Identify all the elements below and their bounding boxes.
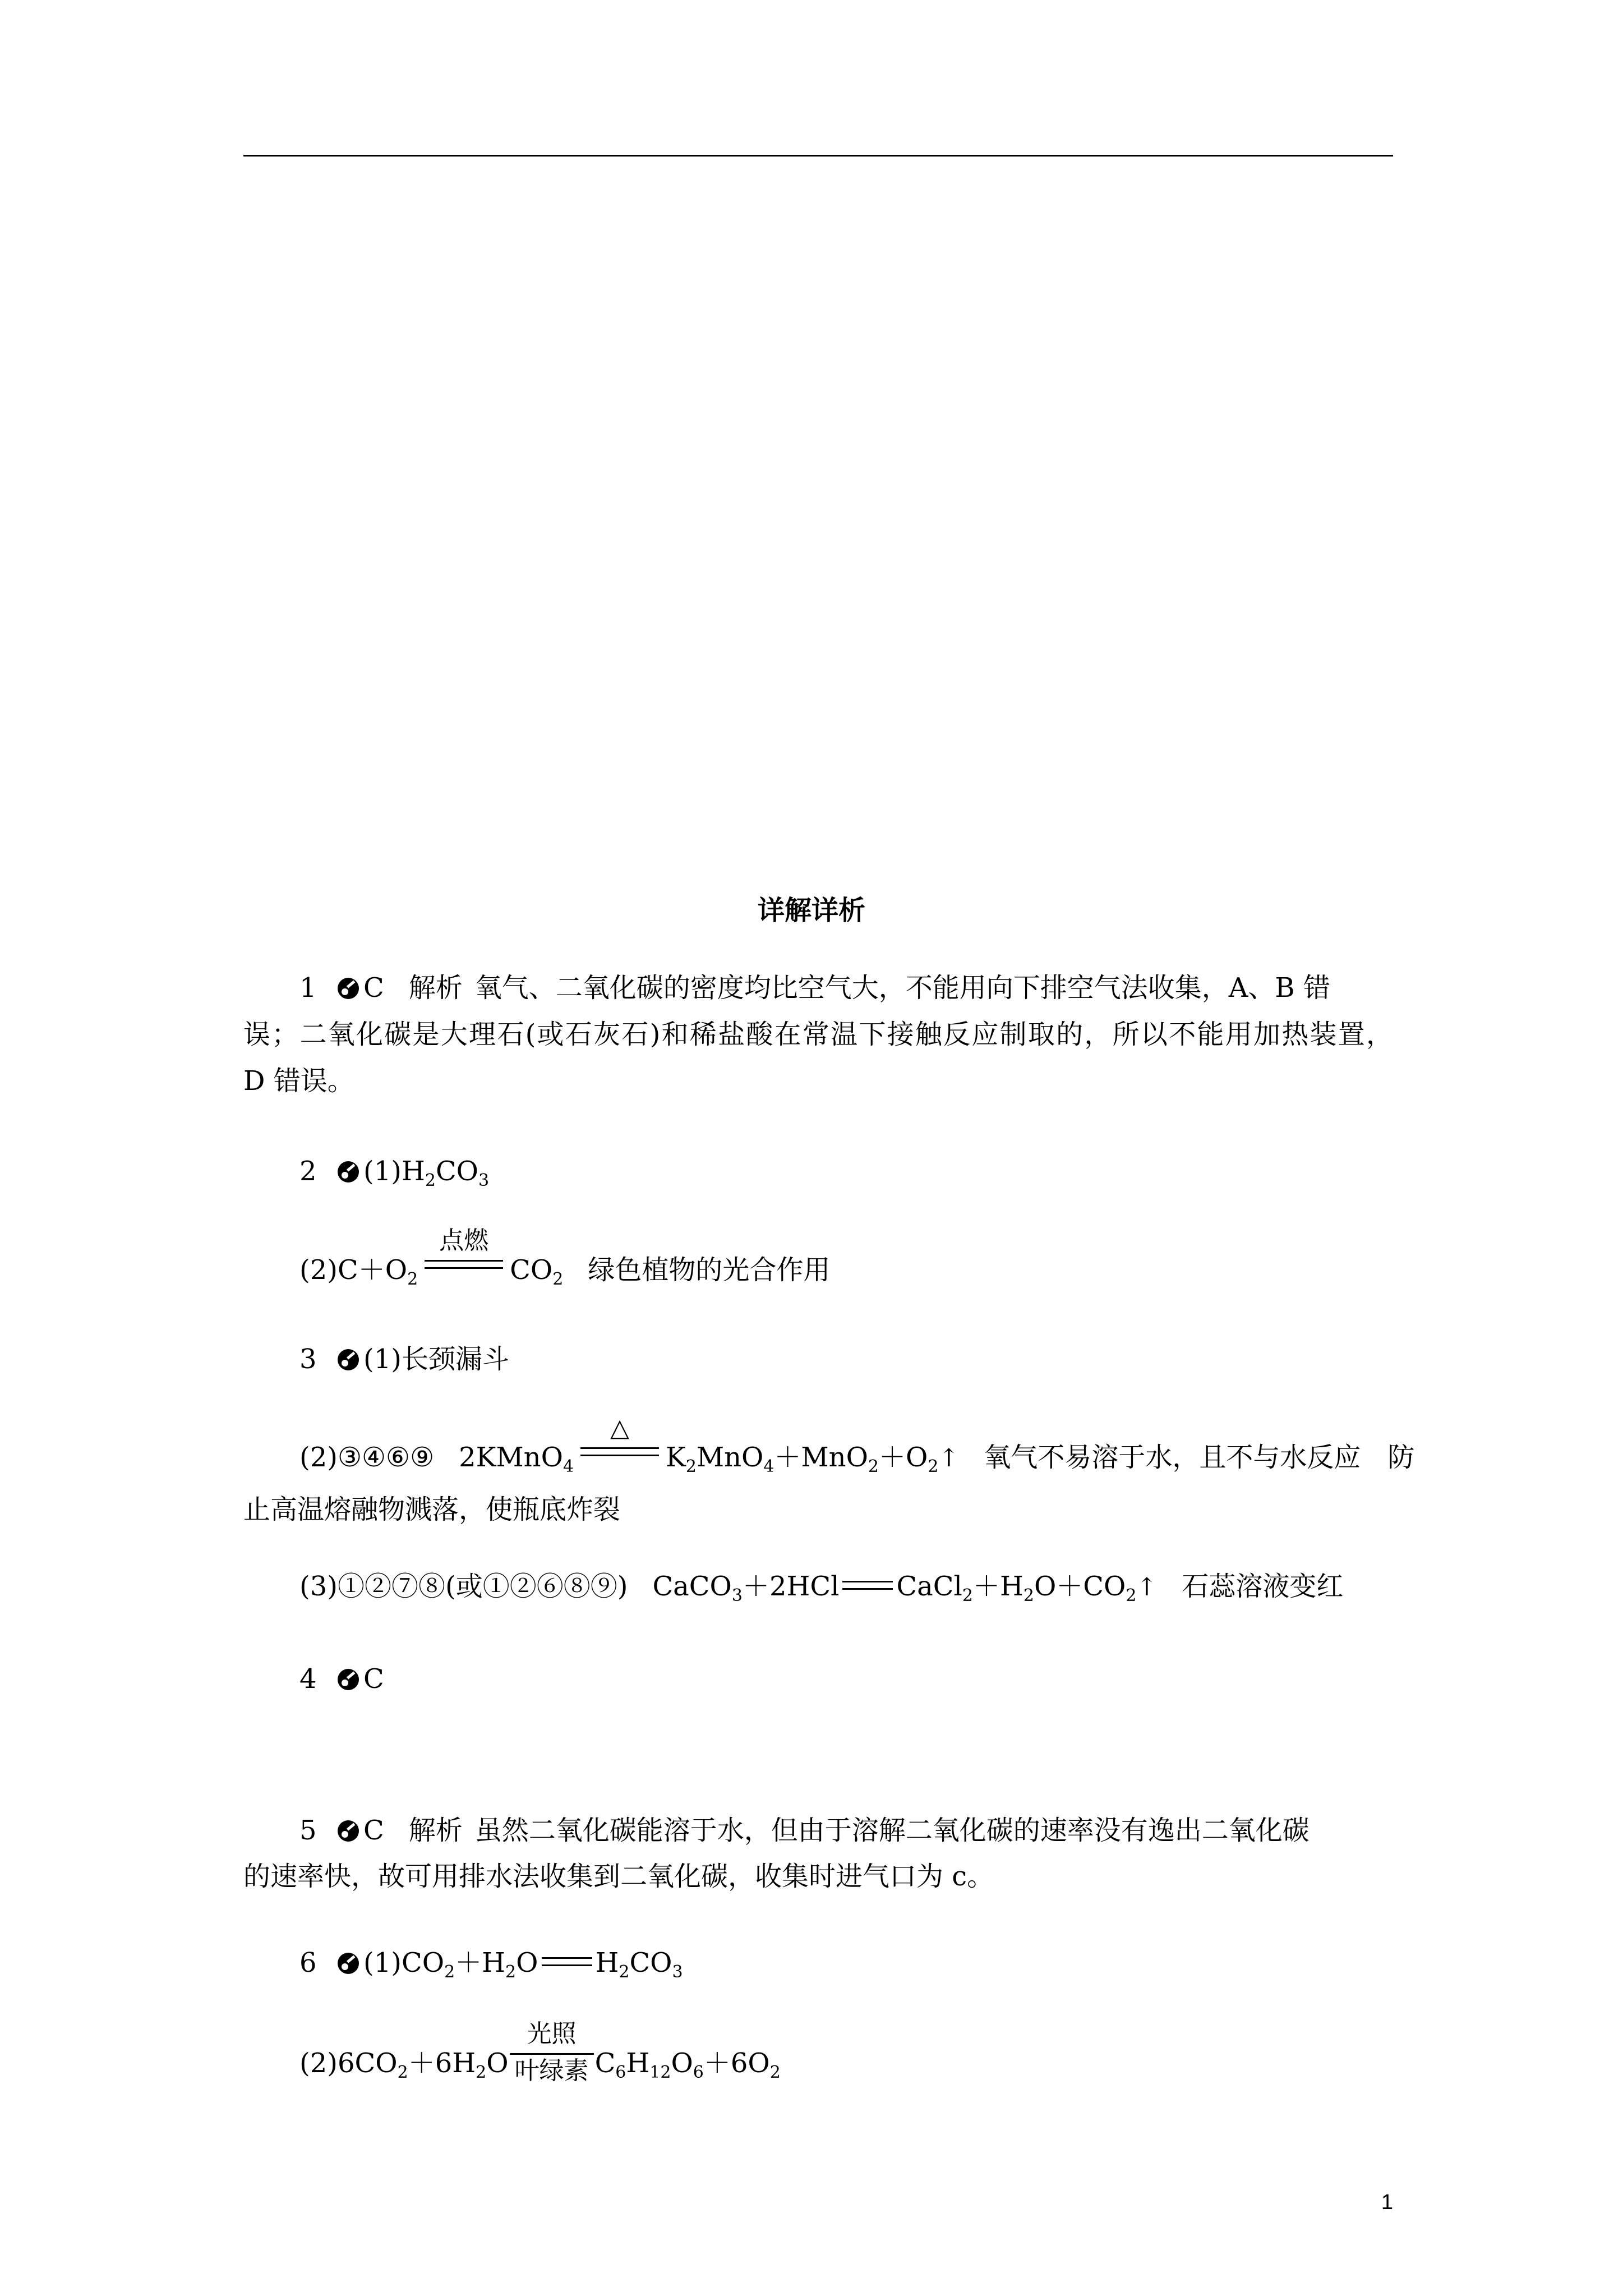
q3-product: ＋MnO (774, 1442, 868, 1473)
reaction-condition: 点燃 (439, 1226, 489, 1255)
q3-part1: (1)长颈漏斗 (363, 1343, 509, 1375)
q3-sub: 2 (962, 1586, 973, 1605)
reaction-condition: △ (610, 1414, 629, 1442)
q5-answer: C (363, 1815, 384, 1846)
q3-sub: 4 (562, 1457, 574, 1476)
q1-number: 1 (299, 972, 317, 1004)
q5-text-2: 的速率快，故可用排水法收集到二氧化碳，收集时进气口为 c。 (243, 1861, 994, 1892)
q3-product: K (666, 1442, 686, 1473)
q6-part2: (2)6CO (299, 2047, 398, 2079)
q3-number: 3 (299, 1343, 317, 1375)
q6-product: ＋6O (703, 2047, 770, 2079)
q2-line-1 (299, 1153, 489, 1199)
reaction-equals (542, 1957, 592, 1966)
q6-sub: 2 (476, 2063, 487, 2082)
reaction-condition-bottom: 叶绿素 (514, 2056, 589, 2085)
q6-part1: ＋H (455, 1947, 506, 1978)
q3-part2-choices: (2)③④⑥⑨ (299, 1442, 435, 1473)
q1-text-1: 氧气、二氧化碳的密度均比空气大，不能用向下排空气法收集，A、B 错 (474, 972, 1330, 1004)
q6-sub: 2 (619, 1962, 630, 1982)
key-icon (336, 1819, 360, 1843)
key-icon (336, 977, 360, 1000)
q1-answer: C (363, 972, 384, 1004)
q3-sub: 2 (928, 1457, 939, 1476)
q3-product: O＋CO (1034, 1571, 1126, 1602)
q2-product: CO (510, 1254, 553, 1286)
key-icon (336, 1952, 360, 1975)
q3-part3-tail: 石蕊溶液变红 (1182, 1571, 1344, 1602)
reaction-equals (425, 1226, 503, 1282)
q1-label: 解析 (408, 972, 463, 1004)
q2-line-2 (299, 1226, 831, 1298)
q3-part3-choices: (3)①②⑦⑧(或①②⑥⑧⑨) (299, 1571, 628, 1602)
q6-product: CO (629, 1947, 672, 1978)
q1-text-2: 误；二氧化碳是大理石(或石灰石)和稀盐酸在常温下接触反应制取的，所以不能用加热装置， (243, 1019, 1393, 1050)
gas-arrow: ↑ (1136, 1573, 1158, 1602)
q6-number: 6 (299, 1947, 317, 1978)
reaction-line (510, 2019, 594, 2085)
q6-sub: 2 (769, 2063, 781, 2082)
q6-part1: (1)CO (363, 1947, 445, 1978)
q6-part1: O (516, 1947, 538, 1978)
q5-text-1: 虽然二氧化碳能溶于水，但由于溶解二氧化碳的速率没有逸出二氧化碳 (474, 1815, 1310, 1846)
q6-sub: 12 (649, 2063, 671, 2082)
q6-sub: 2 (444, 1962, 455, 1982)
q3-line-1 (299, 1341, 509, 1378)
q2-tail: 绿色植物的光合作用 (588, 1254, 831, 1286)
q6-part2: O (486, 2047, 509, 2079)
q2-sub: 3 (478, 1171, 490, 1190)
q6-sub: 6 (615, 2063, 626, 2082)
q4-line (299, 1660, 384, 1697)
q3-sub: 4 (763, 1457, 774, 1476)
q6-product: C (594, 2047, 616, 2079)
q3-product: ＋O (879, 1442, 928, 1473)
header-rule (243, 155, 1393, 157)
q1-text-3: D 错误。 (243, 1065, 354, 1097)
q6-line-1 (299, 1944, 683, 1991)
q3-part2-tail: 氧气不易溶于水，且不与水反应 防 (984, 1442, 1415, 1473)
q6-product: O (671, 2047, 693, 2079)
q3-sub: 3 (731, 1586, 743, 1605)
q3-reactant: CaCO (652, 1571, 732, 1602)
gas-arrow: ↑ (938, 1444, 960, 1473)
q4-number: 4 (299, 1663, 317, 1695)
key-icon (336, 1348, 360, 1372)
reaction-equals (580, 1414, 659, 1470)
q6-product: H (626, 2047, 650, 2079)
q3-line-3: 止高温熔融物溅落，使瓶底炸裂 (243, 1494, 621, 1525)
q2-number: 2 (299, 1156, 317, 1187)
q2-part1: (1)H (363, 1156, 425, 1187)
key-icon (336, 1160, 360, 1184)
q6-product: H (595, 1947, 619, 1978)
q6-sub: 2 (397, 2063, 408, 2082)
q3-line-2 (299, 1414, 1415, 1485)
q3-sub: 2 (685, 1457, 697, 1476)
q5-number: 5 (299, 1815, 317, 1846)
q6-part2: ＋6H (408, 2047, 476, 2079)
page-title: 详解详析 (757, 895, 865, 926)
reaction-equals (842, 1581, 893, 1590)
q2-sub: 2 (552, 1269, 564, 1289)
q3-line-4 (299, 1568, 1343, 1614)
q4-answer: C (363, 1663, 384, 1695)
reaction-condition-top: 光照 (527, 2019, 577, 2048)
q2-sub: 2 (425, 1171, 436, 1190)
key-icon (336, 1668, 360, 1691)
q1-line-1 (299, 969, 1330, 1006)
q3-sub: 2 (1126, 1586, 1137, 1605)
q3-sub: 2 (868, 1457, 879, 1476)
q3-reactant: ＋2HCl (742, 1571, 840, 1602)
q3-sub: 2 (1023, 1586, 1034, 1605)
q5-line-1 (299, 1812, 1310, 1849)
q2-part2: (2)C＋O (299, 1254, 408, 1286)
page-number: 1 (1381, 2191, 1393, 2214)
q3-product: MnO (696, 1442, 764, 1473)
q3-product: ＋H (972, 1571, 1023, 1602)
q6-sub: 6 (693, 2063, 704, 2082)
q6-sub: 3 (672, 1962, 683, 1982)
q3-product: CaCl (896, 1571, 962, 1602)
q6-sub: 2 (505, 1962, 517, 1982)
q6-line-2 (299, 2019, 781, 2091)
q2-sub: 2 (407, 1269, 418, 1289)
q2-part1-mid: CO (435, 1156, 479, 1187)
q5-label: 解析 (408, 1815, 463, 1846)
q3-reactant: 2KMnO (459, 1442, 563, 1473)
